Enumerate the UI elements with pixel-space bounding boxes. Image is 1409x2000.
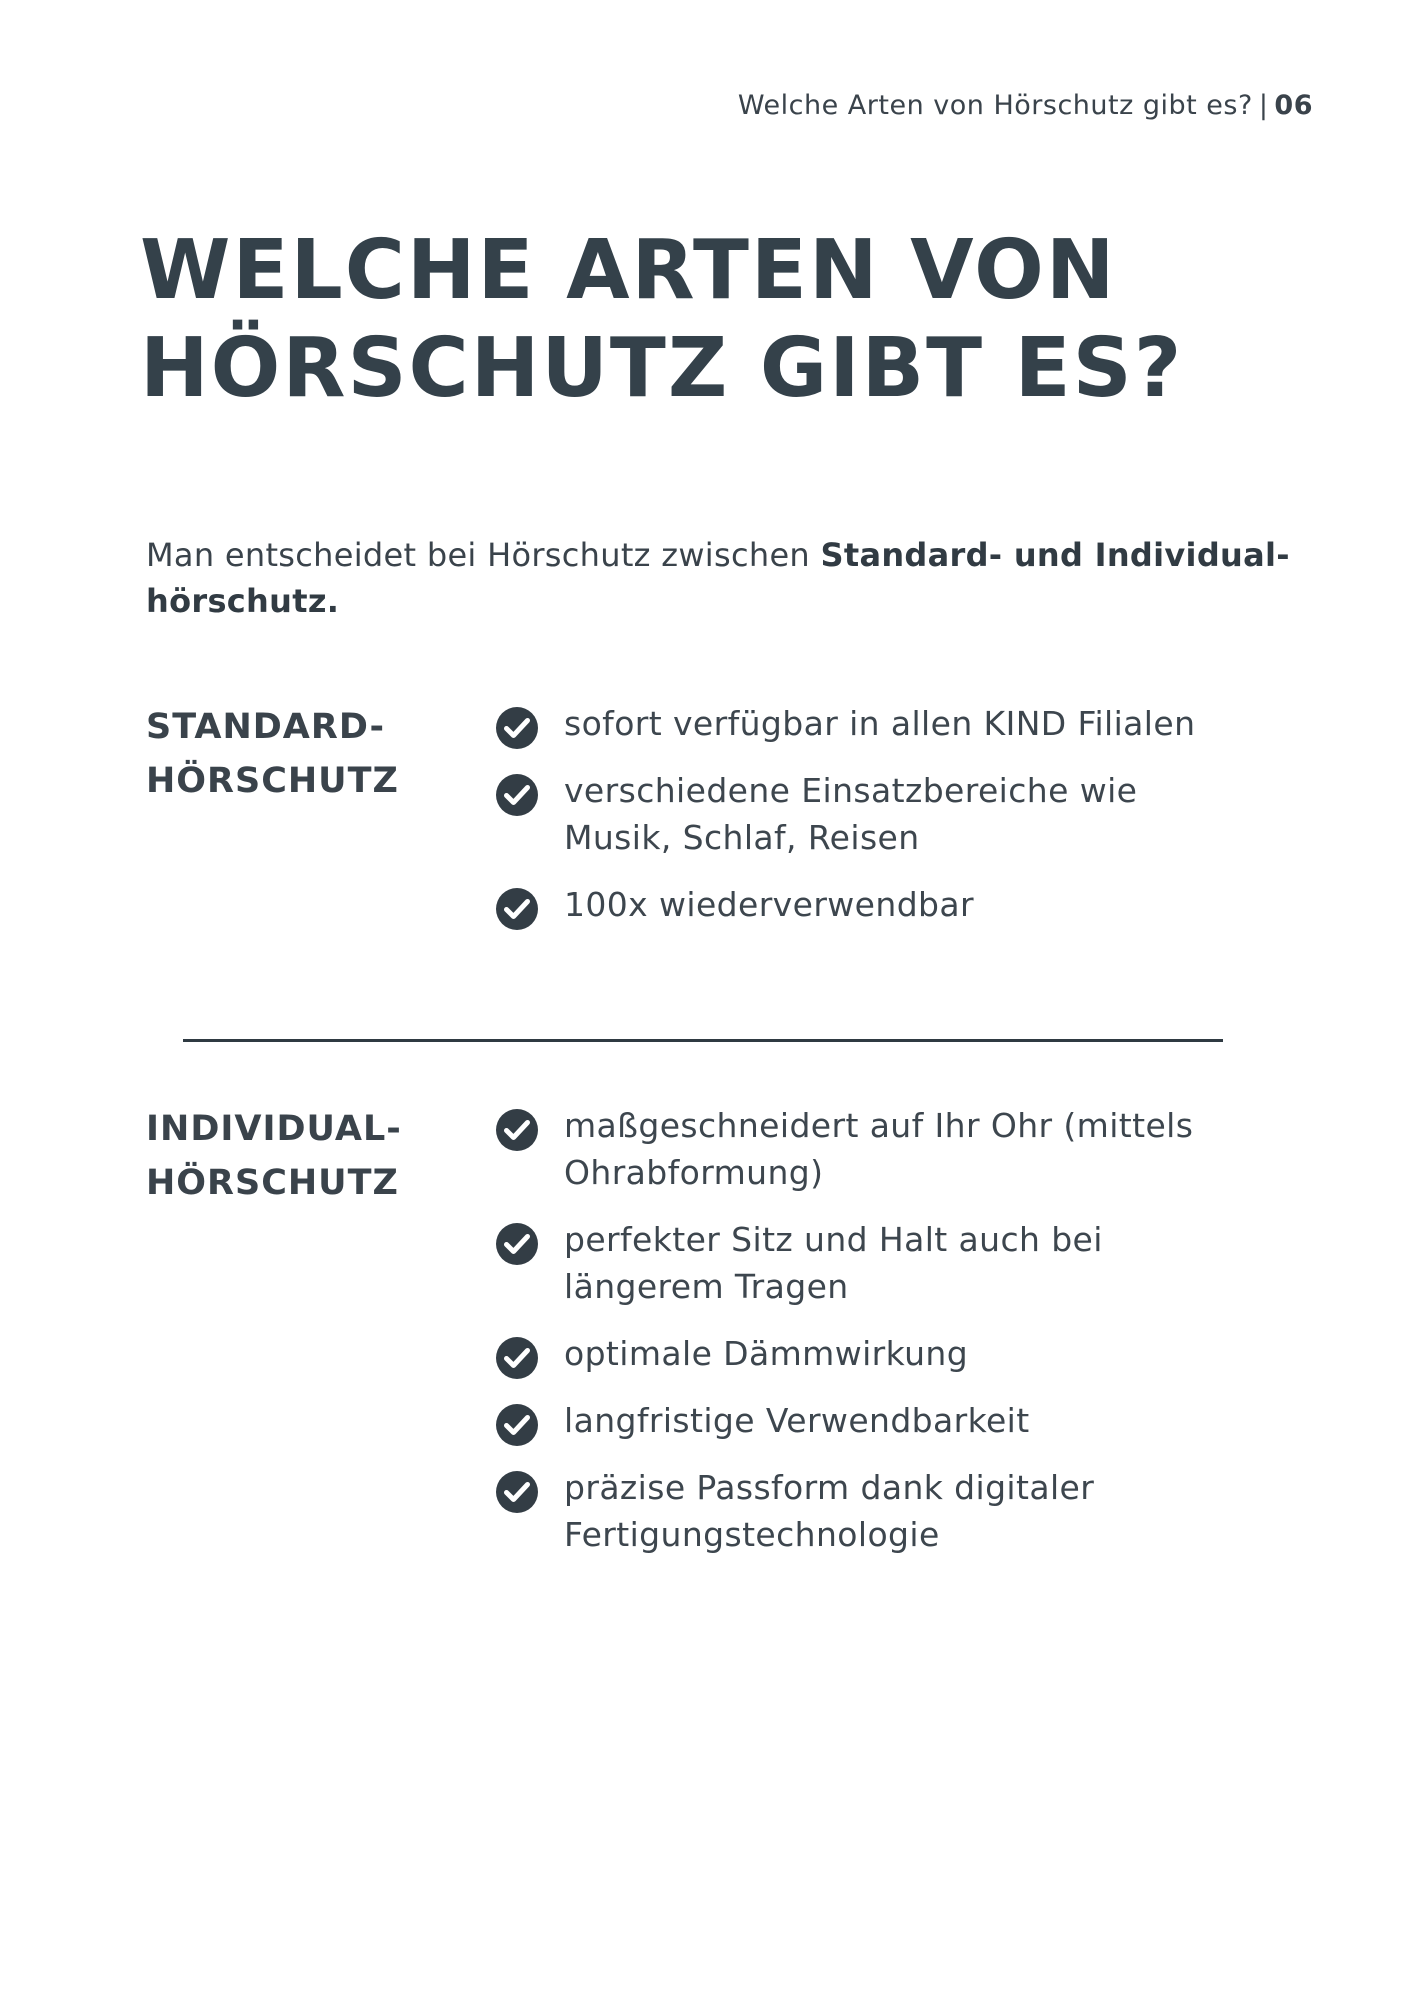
check-circle-icon: [496, 1223, 538, 1265]
page-title-line-2: HÖRSCHUTZ GIBT ES?: [140, 321, 1184, 416]
list-item: [496, 881, 1276, 928]
page-title: [140, 222, 1183, 418]
check-circle-icon: [496, 1404, 538, 1446]
bullet-line: maßgeschneidert auf Ihr Ohr (mittels: [564, 1106, 1194, 1145]
bullet-text: [564, 1216, 1276, 1310]
page-title-line-1: WELCHE ARTEN VON: [140, 223, 1117, 318]
running-header: [738, 90, 1313, 121]
bullet-text: [564, 1397, 1276, 1444]
check-circle-icon: [496, 1109, 538, 1151]
bullet-text: [564, 1330, 1276, 1377]
bullet-text: [564, 767, 1276, 861]
list-item: [496, 767, 1276, 861]
bullet-line: 100x wiederverwendbar: [564, 885, 974, 924]
list-item: [496, 700, 1276, 747]
bullet-list-individual: [496, 1102, 1276, 1578]
page-number: 06: [1274, 90, 1313, 121]
bullet-line: längerem Tragen: [564, 1267, 849, 1306]
bullet-line: langfristige Verwendbarkeit: [564, 1401, 1030, 1440]
list-item: [496, 1397, 1276, 1444]
check-circle-icon: [496, 1337, 538, 1379]
check-circle-icon: [496, 888, 538, 930]
running-header-separator: |: [1258, 90, 1269, 121]
section-label-line-2: HÖRSCHUTZ: [146, 1163, 399, 1203]
bullet-line: verschiedene Einsatzbereiche wie: [564, 771, 1138, 810]
intro-text: Man entscheidet bei Hörschutz zwischen: [146, 536, 811, 574]
bullet-line: optimale Dämmwirkung: [564, 1334, 969, 1373]
intro-bold-line-2: hörschutz.: [146, 582, 340, 620]
intro-bold-line-1: Standard- und Individual-: [820, 536, 1290, 574]
section-label-individual: [146, 1102, 402, 1210]
bullet-text: [564, 1102, 1276, 1196]
section-label-line-2: HÖRSCHUTZ: [146, 761, 399, 801]
check-circle-icon: [496, 774, 538, 816]
section-label-line-1: STANDARD-: [146, 707, 386, 747]
check-circle-icon: [496, 1471, 538, 1513]
bullet-list-standard: [496, 700, 1276, 948]
bullet-line: präzise Passform dank digitaler: [564, 1468, 1095, 1507]
list-item: [496, 1102, 1276, 1196]
section-label-standard: [146, 700, 399, 808]
list-item: [496, 1216, 1276, 1310]
bullet-text: [564, 881, 1276, 928]
bullet-line: perfekter Sitz und Halt auch bei: [564, 1220, 1103, 1259]
bullet-text: [564, 1464, 1276, 1558]
bullet-line: sofort verfügbar in allen KIND Filialen: [564, 704, 1196, 743]
bullet-line: Fertigungstechnologie: [564, 1515, 940, 1554]
running-header-title: Welche Arten von Hörschutz gibt es?: [737, 90, 1253, 121]
bullet-text: [564, 700, 1276, 747]
check-circle-icon: [496, 707, 538, 749]
bullet-line: Musik, Schlaf, Reisen: [564, 818, 920, 857]
section-divider: [183, 1039, 1223, 1042]
intro-paragraph: [146, 532, 1316, 624]
list-item: [496, 1330, 1276, 1377]
list-item: [496, 1464, 1276, 1558]
bullet-line: Ohrabformung): [564, 1153, 824, 1192]
section-label-line-1: INDIVIDUAL-: [146, 1109, 402, 1149]
